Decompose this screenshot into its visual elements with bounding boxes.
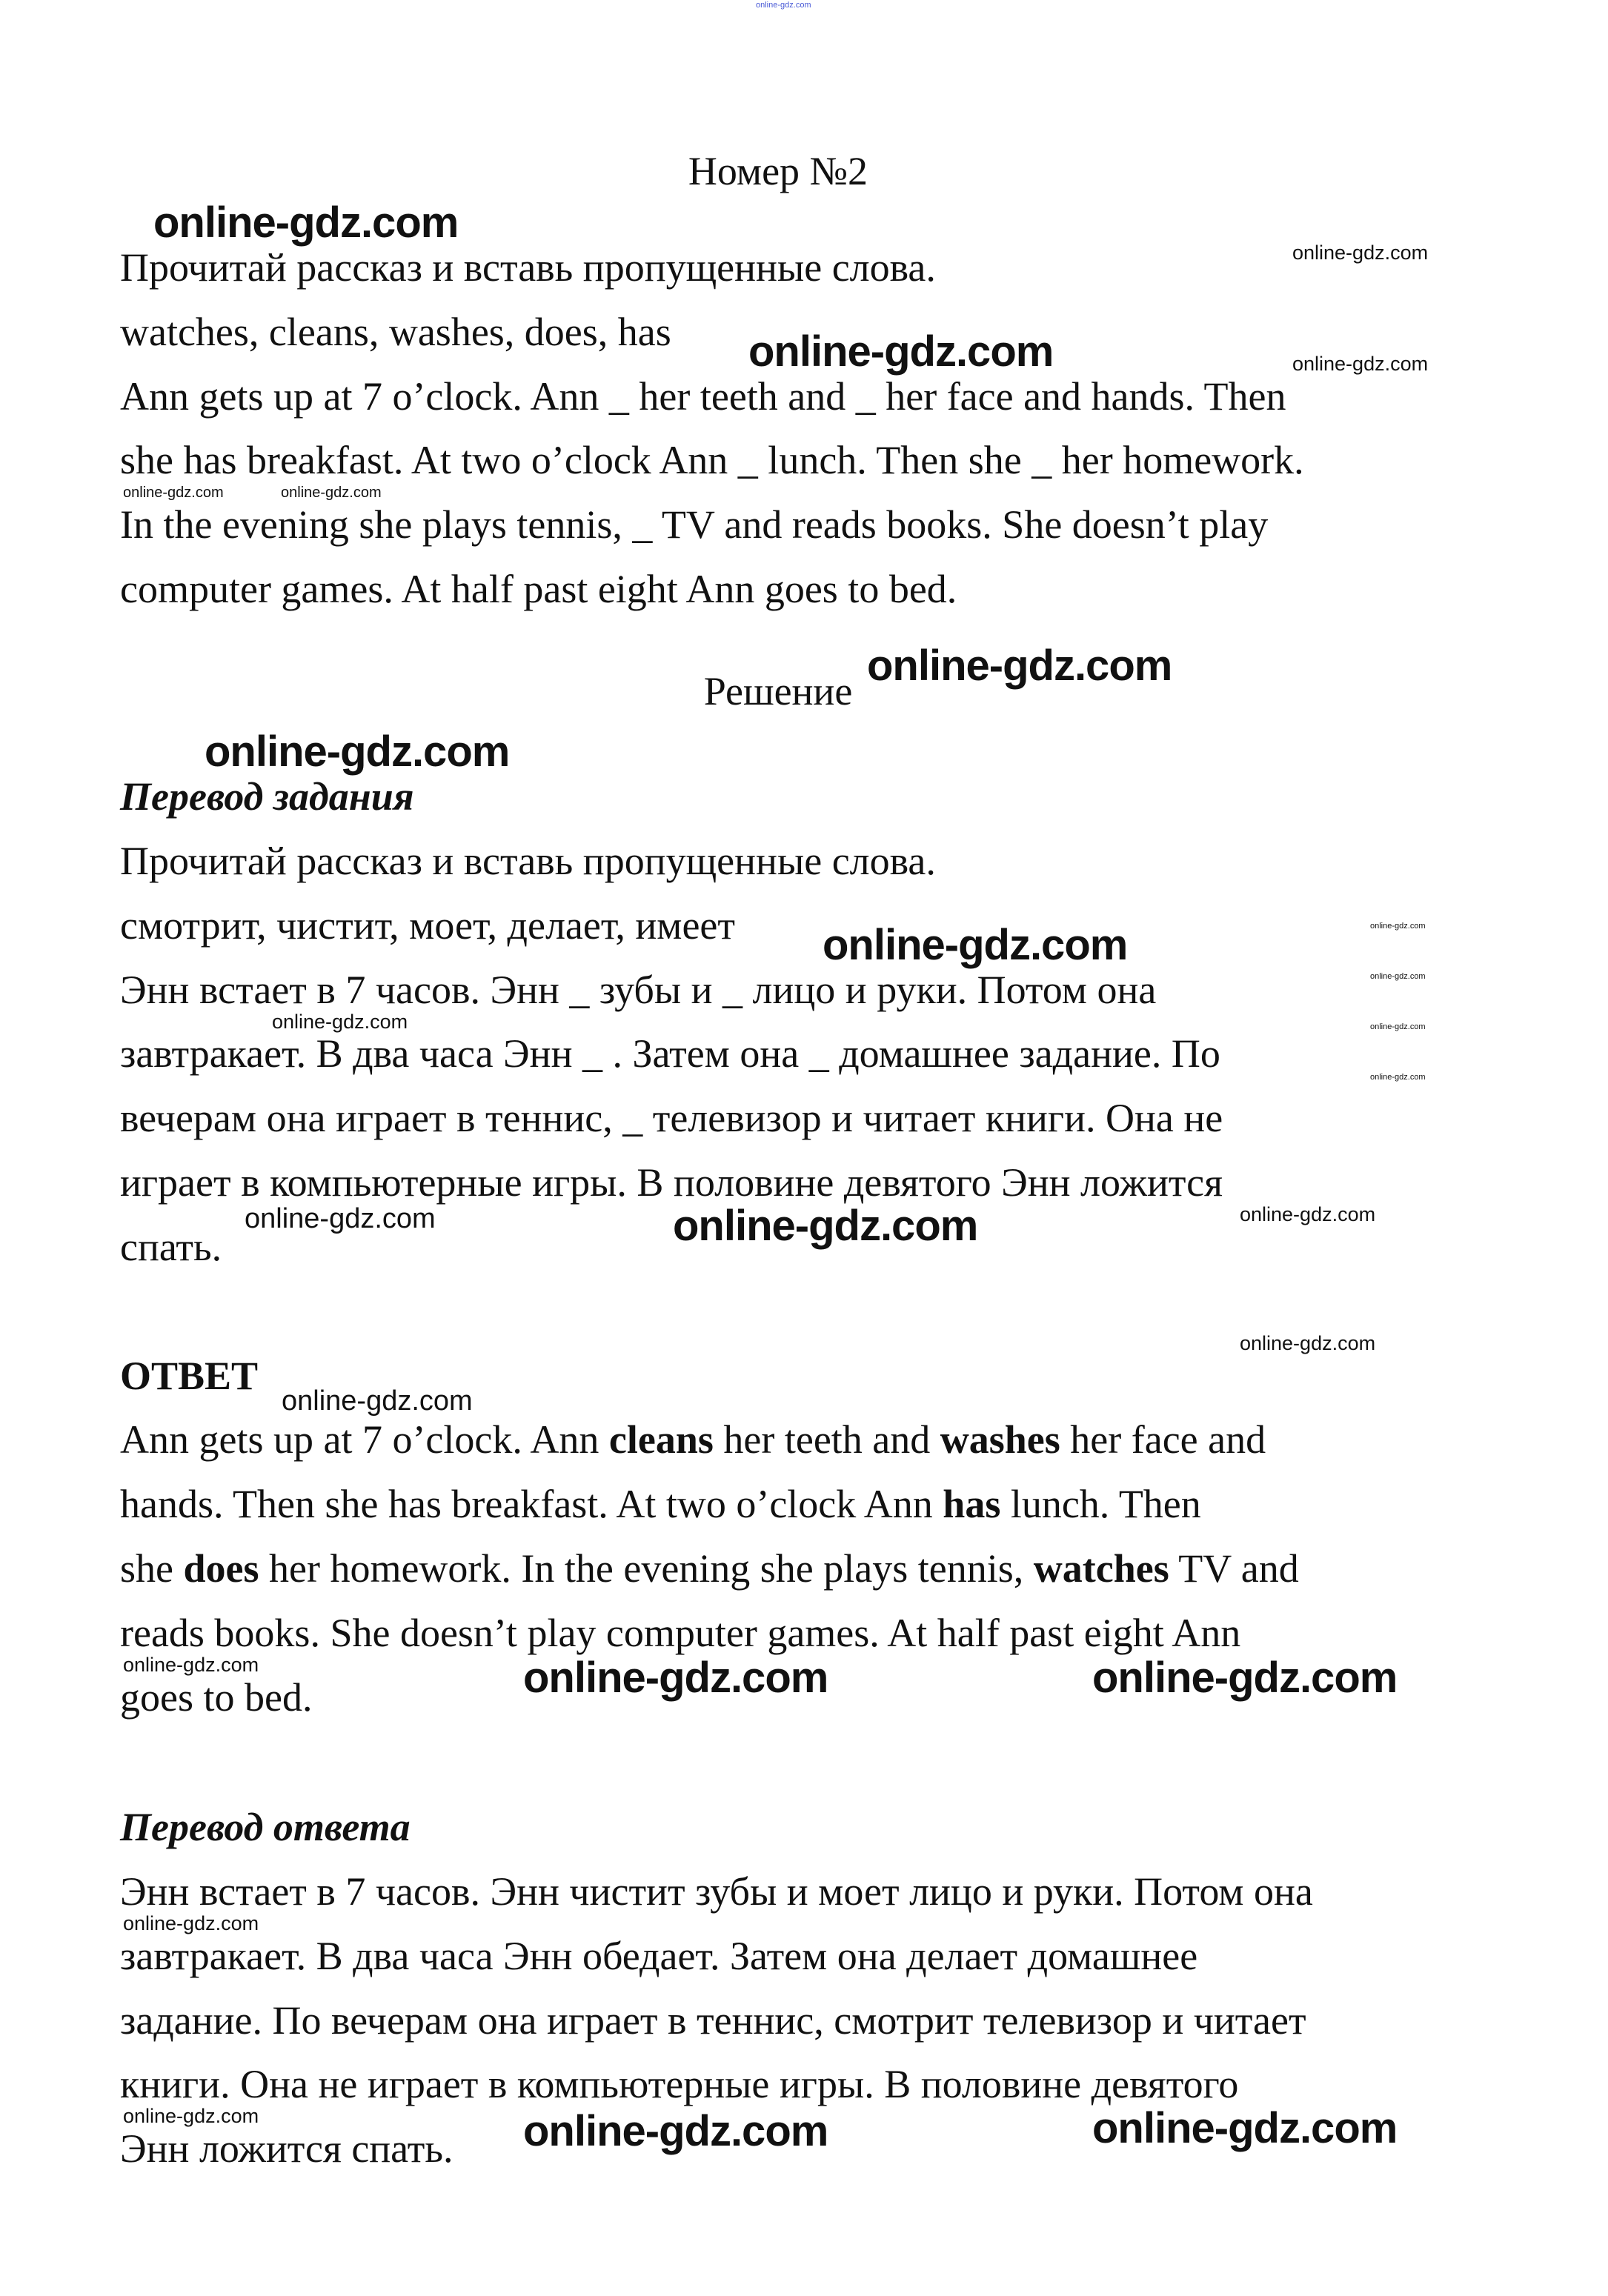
watermark: online-gdz.com bbox=[1292, 242, 1429, 264]
page-title: Номер №2 bbox=[688, 149, 868, 193]
watermark: online-gdz.com bbox=[1240, 1203, 1376, 1225]
translation-instruction: Прочитай рассказ и вставь пропущенные слова. bbox=[120, 839, 936, 883]
translation-line: спать. bbox=[120, 1225, 222, 1269]
answer-word: washes bbox=[940, 1417, 1060, 1462]
answer-text: lunch. Then bbox=[1000, 1482, 1201, 1526]
task-line: she has breakfast. At two o’clock Ann _ lunch. Then she _ her homework. bbox=[120, 438, 1304, 482]
answer-text: TV and bbox=[1169, 1546, 1299, 1591]
answer-text: hands. Then she has breakfast. At two o’clock Ann bbox=[120, 1482, 943, 1526]
answer-word: has bbox=[943, 1482, 1001, 1526]
task-line: In the evening she plays tennis, _ TV and reads books. She doesn’t play bbox=[120, 502, 1269, 547]
watermark: online-gdz.com bbox=[153, 199, 459, 247]
watermark: online-gdz.com bbox=[748, 327, 1054, 376]
task-line: Ann gets up at 7 o’clock. Ann _ her teeth and _ her face and hands. Then bbox=[120, 374, 1286, 419]
answer-word: cleans bbox=[608, 1417, 714, 1462]
task-line: computer games. At half past eight Ann goes to bed. bbox=[120, 567, 957, 611]
answer-line bbox=[120, 1548, 1299, 1589]
answer-line bbox=[120, 1419, 1266, 1460]
answer-line bbox=[120, 1483, 1201, 1525]
translation-line: Энн встает в 7 часов. Энн _ зубы и _ лицо и руки. Потом она bbox=[120, 968, 1157, 1012]
translation-line: завтракает. В два часа Энн _ . Затем она _ домашнее задание. По bbox=[120, 1031, 1220, 1076]
translation-answer-line: Энн встает в 7 часов. Энн чистит зубы и моет лицо и руки. Потом она bbox=[120, 1869, 1313, 1914]
translation-line: играет в компьютерные игры. В половине девятого Энн ложится bbox=[120, 1160, 1223, 1205]
watermark: online-gdz.com bbox=[523, 2107, 828, 2155]
watermark: online-gdz.com bbox=[123, 2105, 259, 2127]
watermark: online-gdz.com bbox=[756, 1, 811, 10]
translation-answer-line: задание. По вечерам она играет в теннис, смотрит телевизор и читает bbox=[120, 1998, 1306, 2043]
watermark: online-gdz.com bbox=[823, 921, 1128, 969]
task-words: watches, cleans, washes, does, has bbox=[120, 310, 671, 354]
watermark: online-gdz.com bbox=[123, 1912, 259, 1934]
watermark: online-gdz.com bbox=[123, 1654, 259, 1676]
watermark: online-gdz.com bbox=[281, 485, 382, 501]
answer-text: she bbox=[120, 1546, 184, 1591]
watermark: online-gdz.com bbox=[867, 642, 1172, 690]
answer-line: reads books. She doesn’t play computer games. At half past eight Ann bbox=[120, 1611, 1241, 1655]
answer-heading: ОТВЕТ bbox=[120, 1354, 259, 1398]
watermark: online-gdz.com bbox=[272, 1011, 408, 1033]
watermark: online-gdz.com bbox=[1370, 922, 1426, 931]
translation-answer-line: книги. Она не играет в компьютерные игры. В половине девятого bbox=[120, 2062, 1239, 2106]
solution-label: Решение bbox=[703, 669, 853, 713]
watermark: online-gdz.com bbox=[1292, 353, 1429, 375]
translation-answer-line: завтракает. В два часа Энн обедает. Затем она делает домашнее bbox=[120, 1934, 1198, 1978]
answer-text: her teeth and bbox=[713, 1417, 940, 1462]
translation-line: вечерам она играет в теннис, _ телевизор и читает книги. Она не bbox=[120, 1096, 1223, 1140]
watermark: online-gdz.com bbox=[123, 485, 224, 501]
task-instruction: Прочитай рассказ и вставь пропущенные слова. bbox=[120, 245, 936, 290]
answer-text: Ann gets up at 7 o’clock. Ann bbox=[120, 1417, 609, 1462]
translation-words: смотрит, чистит, моет, делает, имеет bbox=[120, 903, 735, 948]
answer-word: watches bbox=[1033, 1546, 1169, 1591]
answer-text: her face and bbox=[1060, 1417, 1266, 1462]
watermark: online-gdz.com bbox=[1092, 2104, 1398, 2152]
watermark: online-gdz.com bbox=[1240, 1332, 1376, 1354]
watermark: online-gdz.com bbox=[205, 728, 510, 776]
watermark: online-gdz.com bbox=[1370, 972, 1426, 981]
translation-task-heading: Перевод задания bbox=[120, 774, 414, 819]
answer-line: goes to bed. bbox=[120, 1675, 313, 1720]
translation-answer-heading: Перевод ответа bbox=[120, 1805, 411, 1849]
watermark: online-gdz.com bbox=[1370, 1022, 1426, 1031]
translation-answer-line: Энн ложится спать. bbox=[120, 2126, 454, 2171]
answer-text: her homework. In the evening she plays tennis, bbox=[259, 1546, 1034, 1591]
answer-word: does bbox=[183, 1546, 259, 1591]
watermark: online-gdz.com bbox=[523, 1654, 828, 1702]
watermark: online-gdz.com bbox=[673, 1202, 978, 1250]
watermark: online-gdz.com bbox=[245, 1203, 436, 1234]
watermark: online-gdz.com bbox=[1370, 1073, 1426, 1082]
watermark: online-gdz.com bbox=[282, 1385, 473, 1417]
watermark: online-gdz.com bbox=[1092, 1654, 1398, 1702]
